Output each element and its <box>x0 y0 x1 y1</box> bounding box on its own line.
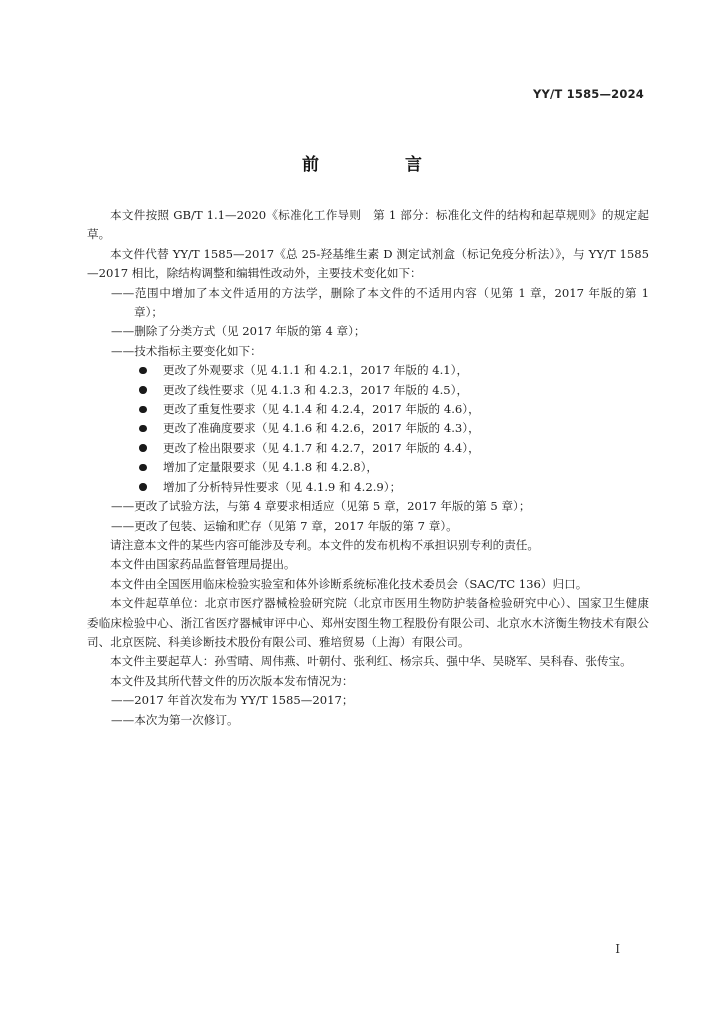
paragraph-main-drafters: 本文件主要起草人：孙雪晴、周伟燕、叶朝付、张利红、杨宗兵、强中华、吴晓军、吴科春、张传宝。 <box>110 654 632 669</box>
bullet-icon <box>139 483 147 491</box>
list-item: 更改了准确度要求（见 4.1.6 和 4.2.6，2017 年版的 4.3）， <box>87 419 649 438</box>
list-item: 更改了检出限要求（见 4.1.7 和 4.2.7，2017 年版的 4.4）， <box>87 439 649 458</box>
page-title: 前 言 <box>302 155 462 175</box>
change-item-scope: ——范围中增加了本文件适用的方法学，删除了本文件的不适用内容（见第 1 章，2017 年版的第 1 章）； <box>111 285 649 320</box>
paragraph-drafting-units: 本文件起草单位：北京市医疗器械检验研究院（北京市医用生物防护装备检验研究中心）、国家卫生健康委临床检验中心、浙江省医疗器械审评中心、郑州安图生物工程股份有限公司、北京水木济衡生物技术有限公司、北京医院、科美诊断技术股份有限公司、雅培贸易（上海）有限公司。 <box>87 596 649 649</box>
paragraph-proposed-by: 本文件由国家药品监督管理局提出。 <box>110 557 296 572</box>
bullet-icon <box>139 406 147 414</box>
change-item-technical: ——技术指标主要变化如下： <box>111 343 262 358</box>
list-item: 增加了分析特异性要求（见 4.1.9 和 4.2.9）； <box>87 478 649 497</box>
history-item-first-release: ——2017 年首次发布为 YY/T 1585—2017； <box>111 693 354 708</box>
paragraph-patent-notice: 请注意本文件的某些内容可能涉及专利。本文件的发布机构不承担识别专利的责任。 <box>110 537 539 552</box>
paragraph-replaces: 本文件代替 YY/T 1585—2017《总 25-羟基维生素 D 测定试剂盒（标记免疫分析法）》，与 YY/T 1585—2017 相比，除结构调整和编辑性改动外，主要技术变化如下： <box>87 246 649 281</box>
page-number: I <box>615 942 620 956</box>
change-item-classification: ——删除了分类方式（见 2017 年版的第 4 章）； <box>111 324 366 339</box>
list-item: 更改了重复性要求（见 4.1.4 和 4.2.4，2017 年版的 4.6）， <box>87 400 649 419</box>
bullet-icon <box>139 425 147 433</box>
document-body <box>87 206 649 730</box>
technical-changes-list <box>87 361 649 497</box>
change-item-packaging: ——更改了包装、运输和贮存（见第 7 章，2017 年版的第 7 章）。 <box>111 518 458 533</box>
bullet-icon <box>139 444 147 452</box>
history-item-revision: ——本次为第一次修订。 <box>111 712 239 727</box>
bullet-icon <box>139 367 147 375</box>
paragraph-version-history: 本文件及其所代替文件的历次版本发布情况为： <box>110 673 354 688</box>
paragraph-drafting-rules: 本文件按照 GB/T 1.1—2020《标准化工作导则 第 1 部分：标准化文件的结构和起草规则》的规定起草。 <box>87 208 649 242</box>
list-item: 更改了线性要求（见 4.1.3 和 4.2.3，2017 年版的 4.5）， <box>87 381 649 400</box>
bullet-icon <box>139 464 147 472</box>
paragraph-under-jurisdiction: 本文件由全国医用临床检验实验室和体外诊断系统标准化技术委员会（SAC/TC 136）归口。 <box>110 576 588 591</box>
list-item: 增加了定量限要求（见 4.1.8 和 4.2.8）， <box>87 458 649 477</box>
change-item-test-method: ——更改了试验方法，与第 4 章要求相适应（见第 5 章，2017 年版的第 5 章）； <box>111 499 531 514</box>
bullet-icon <box>139 386 147 394</box>
standard-code: YY/T 1585—2024 <box>532 87 644 101</box>
list-item: 更改了外观要求（见 4.1.1 和 4.2.1，2017 年版的 4.1）， <box>87 361 649 380</box>
